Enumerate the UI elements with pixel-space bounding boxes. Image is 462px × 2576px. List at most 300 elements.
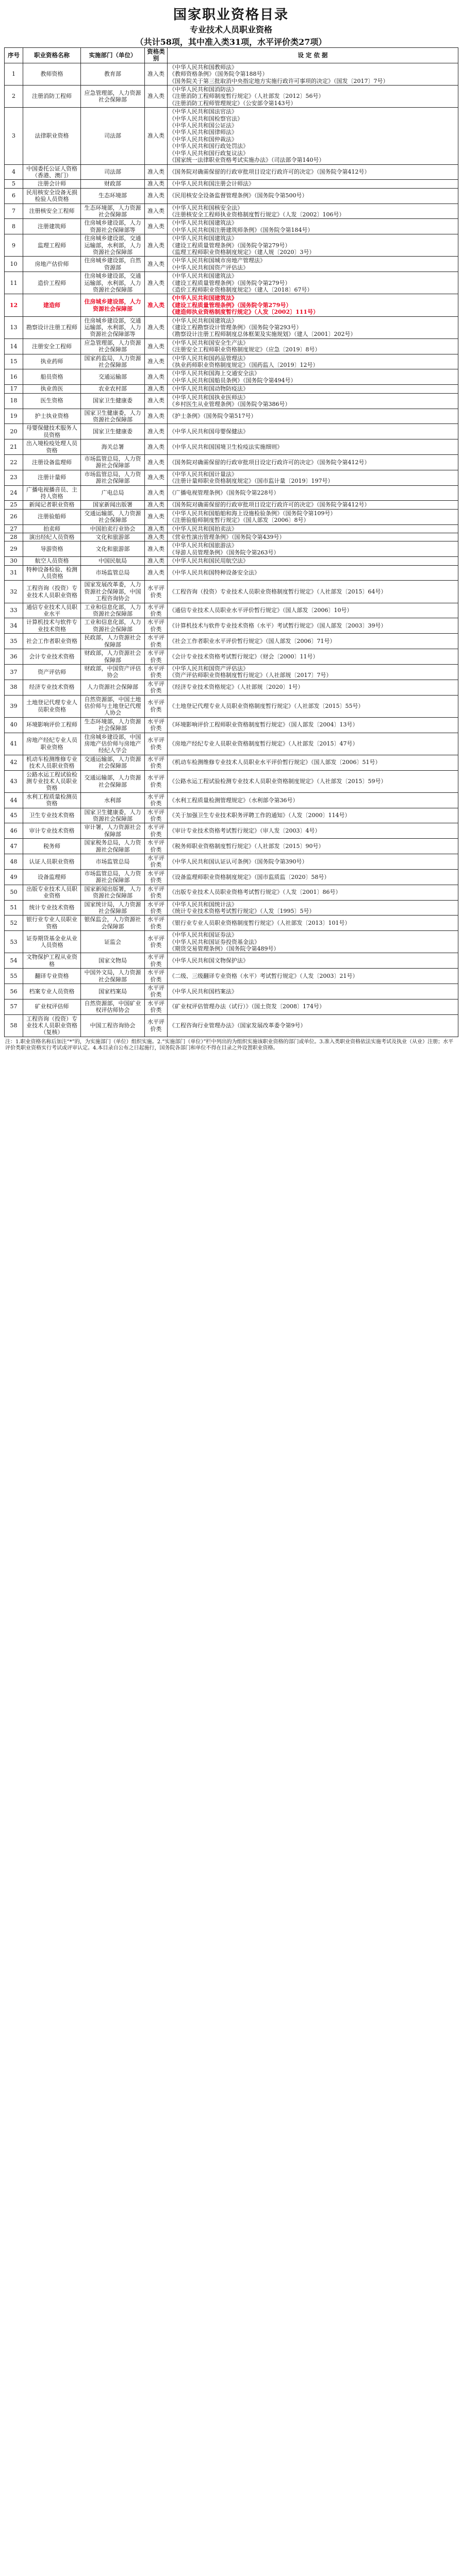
qualification-type: 准入类 (145, 180, 168, 188)
qualification-name: 资产评估师 (23, 664, 81, 680)
qualification-name: 银行业专业人员职业资格 (23, 916, 81, 931)
qualification-type: 水平评价类 (145, 953, 168, 969)
row-number: 4 (5, 164, 23, 180)
qualification-type: 准入类 (145, 501, 168, 509)
row-number: 32 (5, 581, 23, 603)
qualification-type: 准入类 (145, 557, 168, 565)
table-row (5, 557, 458, 565)
qualification-type: 水平评价类 (145, 581, 168, 603)
qualification-type: 水平评价类 (145, 984, 168, 999)
qualification-name: 会计专业技术资格 (23, 649, 81, 665)
implementing-department: 市场监管总局 (81, 854, 145, 870)
legal-basis-line: 《国务院对确需保留的行政审批项目设定行政许可的决定》（国务院令第412号） (169, 459, 370, 466)
legal-basis-line: 《中华人民共和国动物防疫法》 (169, 385, 249, 393)
qualification-type: 准入类 (145, 454, 168, 470)
legal-basis-line: 《中华人民共和国海上交通安全法》 (169, 370, 260, 377)
legal-basis-line: 《银行业专业人员职业资格制度暂行规定》（人社部发〔2013〕101号） (169, 920, 351, 927)
implementing-department: 国家卫生健康委，人力资源社会保障部 (81, 409, 145, 424)
row-number: 37 (5, 664, 23, 680)
row-number: 34 (5, 618, 23, 634)
implementing-department: 文化和旅游部 (81, 533, 145, 541)
legal-basis (168, 557, 458, 565)
table-row (5, 854, 458, 870)
table-row (5, 424, 458, 439)
table-row (5, 1014, 458, 1037)
legal-basis-line: 《监理工程师职业资格制度规定》（建人规〔2020〕3号） (169, 248, 315, 256)
table-row (5, 649, 458, 665)
qualification-type: 准入类 (145, 219, 168, 234)
qualification-name: 证券期货基金业从业人员资格 (23, 931, 81, 953)
row-number: 24 (5, 485, 23, 501)
legal-basis-line: 《建造师执业资格制度暂行规定》（人发〔2002〕111号） (169, 309, 319, 316)
row-number: 27 (5, 524, 23, 533)
legal-basis-line: 《中华人民共和国建筑法》 (169, 219, 237, 227)
qualification-type: 水平评价类 (145, 999, 168, 1014)
qualification-name: 注册核安全工程师 (23, 204, 81, 219)
row-number: 36 (5, 649, 23, 665)
legal-basis (168, 680, 458, 695)
row-number: 49 (5, 869, 23, 885)
qualification-name: 注册安全工程师 (23, 338, 81, 354)
qualification-name: 船员资格 (23, 369, 81, 385)
table-row (5, 272, 458, 294)
legal-basis-line: 《执业药师职业资格制度规定》（国药监人〔2019〕12号） (169, 362, 319, 369)
legal-basis (168, 501, 458, 509)
qualification-name: 护士执业资格 (23, 409, 81, 424)
table-row (5, 485, 458, 501)
qualification-name: 房地产估价师 (23, 257, 81, 272)
qualification-name: 注册消防工程师 (23, 86, 81, 108)
legal-basis-line: 《二级、三级翻译专业资格（水平）考试暂行规定》（人发〔2003〕21号） (169, 972, 358, 979)
table-row (5, 409, 458, 424)
legal-basis (168, 565, 458, 581)
qualification-type: 水平评价类 (145, 885, 168, 900)
legal-basis-line: 《中华人民共和国行政复议法》 (169, 149, 249, 157)
column-header-basis: 设 定 依 据 (168, 48, 458, 63)
table-row (5, 808, 458, 823)
implementing-department: 住房城乡建设部，交通运输部，水利部，人力资源社会保障部 (81, 272, 145, 294)
legal-basis-line: 《中华人民共和国国境卫生检疫法实施细则》 (169, 443, 283, 450)
legal-basis-line: 《建设工程质量管理条例》（国务院令第279号） (169, 242, 291, 249)
table-row (5, 316, 458, 338)
implementing-department: 生态环境部，人力资源社会保障部 (81, 204, 145, 219)
table-row (5, 108, 458, 164)
qualification-type: 准入类 (145, 524, 168, 533)
qualification-type: 准入类 (145, 294, 168, 316)
implementing-department: 自然资源部，中国矿业权评估师协会 (81, 999, 145, 1014)
table-row (5, 354, 458, 369)
legal-basis-line: 《工程咨询行业管理办法》（国家发展改革委令第9号） (169, 1022, 306, 1029)
row-number: 20 (5, 424, 23, 439)
qualification-type: 准入类 (145, 354, 168, 369)
legal-basis-line: 《建设工程质量管理条例》（国务院令第279号） (169, 301, 292, 309)
qualification-name: 演出经纪人员资格 (23, 533, 81, 541)
table-row (5, 839, 458, 854)
implementing-department: 工业和信息化部，人力资源社会保障部 (81, 618, 145, 634)
row-number: 28 (5, 533, 23, 541)
qualification-name: 卫生专业技术资格 (23, 808, 81, 823)
implementing-department: 应急管理部，人力资源社会保障部 (81, 338, 145, 354)
qualification-name: 注册验船师 (23, 509, 81, 524)
legal-basis (168, 618, 458, 634)
table-row (5, 953, 458, 969)
legal-basis (168, 695, 458, 717)
legal-basis-line: 《国家统一法律职业资格考试实施办法》（司法部令第140号） (169, 157, 325, 164)
table-row (5, 63, 458, 85)
row-number: 10 (5, 257, 23, 272)
qualification-type: 水平评价类 (145, 916, 168, 931)
qualification-name: 档案专业人员资格 (23, 984, 81, 999)
legal-basis-line: 《会计专业技术资格考试暂行规定》（财会〔2000〕11号） (169, 653, 319, 660)
legal-basis (168, 180, 458, 188)
implementing-department: 交通运输部，人力资源社会保障部 (81, 509, 145, 524)
qualification-name: 教师资格 (23, 63, 81, 85)
table-row (5, 999, 458, 1014)
legal-basis (168, 219, 458, 234)
qualification-table (4, 47, 458, 1037)
qualification-name: 房地产经纪专业人员职业资格 (23, 733, 81, 755)
legal-basis-line: 《中华人民共和国注册建筑师条例》（国务院令第184号） (169, 226, 314, 233)
qualification-name: 土地登记代理专业人员职业资格 (23, 695, 81, 717)
legal-basis-line: 《中华人民共和国统计法》 (169, 901, 237, 908)
legal-basis-line: 《审计专业技术资格考试暂行规定》（审人发〔2003〕4号） (169, 827, 321, 835)
row-number: 48 (5, 854, 23, 870)
legal-basis-line: 《关于加强卫生专业技术职务评聘工作的通知》（人发〔2000〕114号） (169, 812, 351, 819)
implementing-department: 住房城乡建设部，自然资源部 (81, 257, 145, 272)
qualification-type: 水平评价类 (145, 634, 168, 649)
row-number: 42 (5, 755, 23, 770)
qualification-name: 通信专业技术人员职业水平 (23, 603, 81, 618)
legal-basis-line: 《勘察设计注册工程师制度总体框架及实施规划》（建人〔2001〕202号） (169, 331, 356, 338)
legal-basis (168, 999, 458, 1014)
implementing-department: 国家税务总局，人力资源社会保障部 (81, 839, 145, 854)
legal-basis-line: 《中华人民共和国旅游法》 (169, 542, 237, 549)
legal-basis-line: 《社会工作者职业水平评价暂行规定》（国人部发〔2006〕71号） (169, 637, 336, 645)
qualification-name: 认证人员职业资格 (23, 854, 81, 870)
legal-basis-line: 《中华人民共和国计量法》 (169, 470, 237, 478)
qualification-type: 准入类 (145, 86, 168, 108)
qualification-name: 法律职业资格 (23, 108, 81, 164)
row-number: 39 (5, 695, 23, 717)
qualification-type: 准入类 (145, 439, 168, 455)
legal-basis (168, 900, 458, 916)
table-row (5, 234, 458, 257)
qualification-name: 设备监理师 (23, 869, 81, 885)
legal-basis-line: 《中华人民共和国证券投资基金法》 (169, 938, 260, 945)
row-number: 17 (5, 385, 23, 393)
qualification-type: 准入类 (145, 470, 168, 485)
qualification-name: 造价工程师 (23, 272, 81, 294)
implementing-department: 国家文物局 (81, 953, 145, 969)
qualification-name: 广播电视播音员、主持人资格 (23, 485, 81, 501)
qualification-type: 水平评价类 (145, 770, 168, 792)
qualification-type: 水平评价类 (145, 664, 168, 680)
table-body (5, 63, 458, 1037)
implementing-department: 市场监管总局，人力资源社会保障部 (81, 869, 145, 885)
legal-basis (168, 969, 458, 984)
legal-basis-line: 《期货交易管理条例》（国务院令第489号） (169, 945, 279, 952)
qualification-name: 审计专业技术资格 (23, 823, 81, 839)
document-title: 国家职业资格目录 (173, 7, 289, 23)
row-number: 22 (5, 454, 23, 470)
legal-basis-line: 《中华人民共和国资产评估法》 (169, 264, 249, 271)
legal-basis (168, 533, 458, 541)
legal-basis (168, 524, 458, 533)
qualification-type: 准入类 (145, 338, 168, 354)
legal-basis-line: 《民用核安全设备监督管理条例》（国务院令第500号） (169, 192, 308, 199)
implementing-department: 交通运输部 (81, 369, 145, 385)
qualification-type: 准入类 (145, 63, 168, 85)
legal-basis-line: 《中华人民共和国建筑法》 (169, 273, 237, 280)
qualification-type: 水平评价类 (145, 900, 168, 916)
legal-basis (168, 885, 458, 900)
legal-basis-line: 《造价工程师职业资格制度规定》（建人〔2018〕67号） (169, 286, 313, 293)
legal-basis (168, 603, 458, 618)
legal-basis (168, 369, 458, 385)
table-row (5, 823, 458, 839)
qualification-type: 准入类 (145, 234, 168, 257)
qualification-name: 环境影响评价工程师 (23, 717, 81, 733)
table-row (5, 733, 458, 755)
qualification-name: 拍卖师 (23, 524, 81, 533)
row-number: 54 (5, 953, 23, 969)
legal-basis-line: 《统计专业技术资格考试暂行规定》（人发〔1995〕5号） (169, 907, 315, 914)
qualification-type: 准入类 (145, 485, 168, 501)
qualification-name: 统计专业技术资格 (23, 900, 81, 916)
qualification-type: 水平评价类 (145, 839, 168, 854)
table-row (5, 565, 458, 581)
column-header-dept: 实施部门（单位） (81, 48, 145, 63)
qualification-name: 监理工程师 (23, 234, 81, 257)
table-row (5, 680, 458, 695)
row-number: 40 (5, 717, 23, 733)
row-number: 51 (5, 900, 23, 916)
legal-basis (168, 354, 458, 369)
legal-basis (168, 664, 458, 680)
table-row (5, 180, 458, 188)
table-row (5, 204, 458, 219)
qualification-name: 母婴保健技术服务人员资格 (23, 424, 81, 439)
legal-basis-line: 《中华人民共和国建筑法》 (169, 295, 237, 302)
legal-basis (168, 717, 458, 733)
legal-basis (168, 823, 458, 839)
legal-basis (168, 808, 458, 823)
table-row (5, 533, 458, 541)
legal-basis-line: 《中华人民共和国消防法》 (169, 86, 237, 93)
implementing-department: 市场监管总局，人力资源社会保障部 (81, 470, 145, 485)
qualification-name: 执业兽医 (23, 385, 81, 393)
qualification-name: 注册会计师 (23, 180, 81, 188)
table-row (5, 164, 458, 180)
legal-basis-line: 《中华人民共和国档案法》 (169, 988, 237, 995)
legal-basis-line: 《中华人民共和国公证法》 (169, 122, 237, 129)
implementing-department: 工业和信息化部，人力资源社会保障部 (81, 603, 145, 618)
table-row (5, 931, 458, 953)
qualification-name: 水利工程质量检测员资格 (23, 792, 81, 808)
implementing-department: 交通运输部，人力资源社会保障部 (81, 755, 145, 770)
row-number: 31 (5, 565, 23, 581)
legal-basis-line: 《教师资格条例》（国务院令第188号） (169, 71, 268, 78)
row-number: 58 (5, 1014, 23, 1037)
qualification-type: 水平评价类 (145, 1014, 168, 1037)
legal-basis (168, 86, 458, 108)
legal-basis-line: 《中华人民共和国拍卖法》 (169, 525, 237, 532)
legal-basis-line: 《中华人民共和国城市房地产管理法》 (169, 257, 266, 264)
qualification-type: 水平评价类 (145, 931, 168, 953)
qualification-name: 矿业权评估师 (23, 999, 81, 1014)
legal-basis (168, 634, 458, 649)
document-header (4, 0, 458, 47)
legal-basis (168, 393, 458, 409)
qualification-type: 准入类 (145, 204, 168, 219)
legal-basis (168, 854, 458, 870)
qualification-name: 机动车检测维修专业技术人员职业资格 (23, 755, 81, 770)
legal-basis-line: 《国务院对确需保留的行政审批项目设定行政许可的决定》（国务院令第412号） (169, 501, 370, 509)
qualification-type: 准入类 (145, 509, 168, 524)
table-row (5, 717, 458, 733)
legal-basis (168, 385, 458, 393)
row-number: 47 (5, 839, 23, 854)
table-row (5, 188, 458, 204)
legal-basis (168, 454, 458, 470)
row-number: 53 (5, 931, 23, 953)
legal-basis-line: 《营业性演出管理条例》（国务院令第439号） (169, 534, 285, 540)
legal-basis-line: 《建设工程勘察设计管理条例》（国务院令第293号） (169, 324, 302, 331)
implementing-department: 国家药监局，人力资源社会保障部 (81, 354, 145, 369)
legal-basis-line: 《中华人民共和国法官法》 (169, 108, 237, 115)
legal-basis (168, 770, 458, 792)
qualification-name: 计算机技术与软件专业技术资格 (23, 618, 81, 634)
qualification-type: 准入类 (145, 424, 168, 439)
qualification-name: 出入境检疫处理人员资格 (23, 439, 81, 455)
table-row (5, 338, 458, 354)
legal-basis (168, 1014, 458, 1037)
qualification-type: 准入类 (145, 409, 168, 424)
legal-basis (168, 470, 458, 485)
row-number: 8 (5, 219, 23, 234)
table-row (5, 439, 458, 455)
legal-basis (168, 541, 458, 557)
implementing-department: 民政部，人力资源社会保障部 (81, 634, 145, 649)
table-row (5, 86, 458, 108)
implementing-department: 生态环境部，人力资源社会保障部 (81, 717, 145, 733)
legal-basis (168, 204, 458, 219)
row-number: 52 (5, 916, 23, 931)
legal-basis-line: 《中华人民共和国文物保护法》 (169, 957, 249, 964)
legal-basis-line: 《导游人员管理条例》（国务院令第263号） (169, 549, 279, 556)
table-row (5, 695, 458, 717)
implementing-department: 中国民航局 (81, 557, 145, 565)
legal-basis-line: 《房地产经纪专业人员职业资格制度暂行规定》（人社部发〔2015〕47号） (169, 740, 358, 747)
legal-basis (168, 63, 458, 85)
legal-basis (168, 409, 458, 424)
qualification-type: 水平评价类 (145, 854, 168, 870)
row-number: 44 (5, 792, 23, 808)
implementing-department: 住房城乡建设部，交通运输部，水利部，人力资源社会保障部 (81, 234, 145, 257)
qualification-type: 准入类 (145, 533, 168, 541)
qualification-type: 准入类 (145, 565, 168, 581)
qualification-type: 准入类 (145, 257, 168, 272)
row-number: 2 (5, 86, 23, 108)
row-number: 30 (5, 557, 23, 565)
legal-basis-line: 《注册消防工程师制度暂行规定》（人社部发〔2012〕56号） (169, 93, 324, 100)
qualification-type: 准入类 (145, 188, 168, 204)
qualification-type: 水平评价类 (145, 649, 168, 665)
qualification-type: 水平评价类 (145, 717, 168, 733)
qualification-type: 准入类 (145, 164, 168, 180)
table-row (5, 603, 458, 618)
table-row (5, 257, 458, 272)
legal-basis-line: 《设备监理师职业资格制度规定》（国市监质监〔2020〕58号） (169, 873, 330, 880)
qualification-type: 水平评价类 (145, 808, 168, 823)
implementing-department: 人力资源社会保障部 (81, 680, 145, 695)
row-number: 56 (5, 984, 23, 999)
qualification-name: 文物保护工程从业资格 (23, 953, 81, 969)
qualification-name: 注册计量师 (23, 470, 81, 485)
legal-basis-line: 《环境影响评价工程师职业资格制度暂行规定》（国人部发〔2004〕13号） (169, 721, 358, 728)
qualification-name: 新闻记者职业资格 (23, 501, 81, 509)
table-row (5, 900, 458, 916)
row-number: 13 (5, 316, 23, 338)
qualification-type: 水平评价类 (145, 969, 168, 984)
qualification-name: 税务师 (23, 839, 81, 854)
legal-basis-line: 《水利工程质量检测管理规定》（水利部令第36号） (169, 796, 299, 804)
implementing-department: 国家新闻出版署，人力资源社会保障部 (81, 885, 145, 900)
legal-basis-line: 《中华人民共和国安全生产法》 (169, 339, 249, 346)
legal-basis (168, 108, 458, 164)
implementing-department: 教育部 (81, 63, 145, 85)
qualification-name: 导游资格 (23, 541, 81, 557)
legal-basis-line: 《广播电视管理条例》（国务院令第228号） (169, 489, 279, 497)
table-row (5, 541, 458, 557)
row-number: 18 (5, 393, 23, 409)
legal-basis (168, 581, 458, 603)
implementing-department: 国家统计局，人力资源社会保障部 (81, 900, 145, 916)
legal-basis-line: 《注册核安全工程师执业资格制度暂行规定》（人发〔2002〕106号） (169, 211, 345, 218)
qualification-type: 水平评价类 (145, 618, 168, 634)
implementing-department: 财政部 (81, 180, 145, 188)
table-notes: 注：1.职业资格名称后加注“*”的，为实施部门（单位）组织实施。2.“实施部门（单位）”栏中列出的为组织实施该职业资格的部门或单位。3.准入类职业资格依法实施考试及执业（从业）注册；水平评价类职业资格实行考试或评审认定。4.本目录自公布之日起施行，国务院各部门和单位不得在目录之外设置职业资格。 (5, 1039, 454, 1052)
implementing-department: 广电总局 (81, 485, 145, 501)
table-row (5, 385, 458, 393)
legal-basis-line: 《中华人民共和国母婴保健法》 (169, 428, 249, 435)
table-header-row (5, 48, 458, 63)
qualification-type: 准入类 (145, 369, 168, 385)
qualification-name: 医生资格 (23, 393, 81, 409)
legal-basis-line: 《资产评估师职业资格制度暂行规定》（人社部规〔2017〕7号） (169, 672, 332, 679)
legal-basis-line: 《中华人民共和国检察官法》 (169, 115, 243, 122)
legal-basis-line: 《注册安全工程师职业资格制度规定》（应急〔2019〕8号） (169, 346, 321, 353)
legal-basis (168, 338, 458, 354)
legal-basis (168, 649, 458, 665)
implementing-department: 审计署，人力资源社会保障部 (81, 823, 145, 839)
legal-basis-line: 《中华人民共和国药品管理法》 (169, 354, 249, 362)
implementing-department: 中国工程咨询协会 (81, 1014, 145, 1037)
qualification-name: 勘察设计注册工程师 (23, 316, 81, 338)
row-number: 35 (5, 634, 23, 649)
row-number: 3 (5, 108, 23, 164)
implementing-department: 交通运输部，人力资源社会保障部 (81, 770, 145, 792)
implementing-department: 应急管理部，人力资源社会保障部 (81, 86, 145, 108)
legal-basis (168, 916, 458, 931)
table-row (5, 664, 458, 680)
legal-basis-line: 《工程咨询（投资）专业技术人员职业资格制度暂行规定》（人社部发〔2015〕64号） (169, 588, 387, 595)
qualification-type: 水平评价类 (145, 869, 168, 885)
implementing-department: 住房城乡建设部，人力资源社会保障部 (81, 294, 145, 316)
qualification-name: 建造师 (23, 294, 81, 316)
row-number: 15 (5, 354, 23, 369)
qualification-name: 出版专业技术人员职业资格 (23, 885, 81, 900)
